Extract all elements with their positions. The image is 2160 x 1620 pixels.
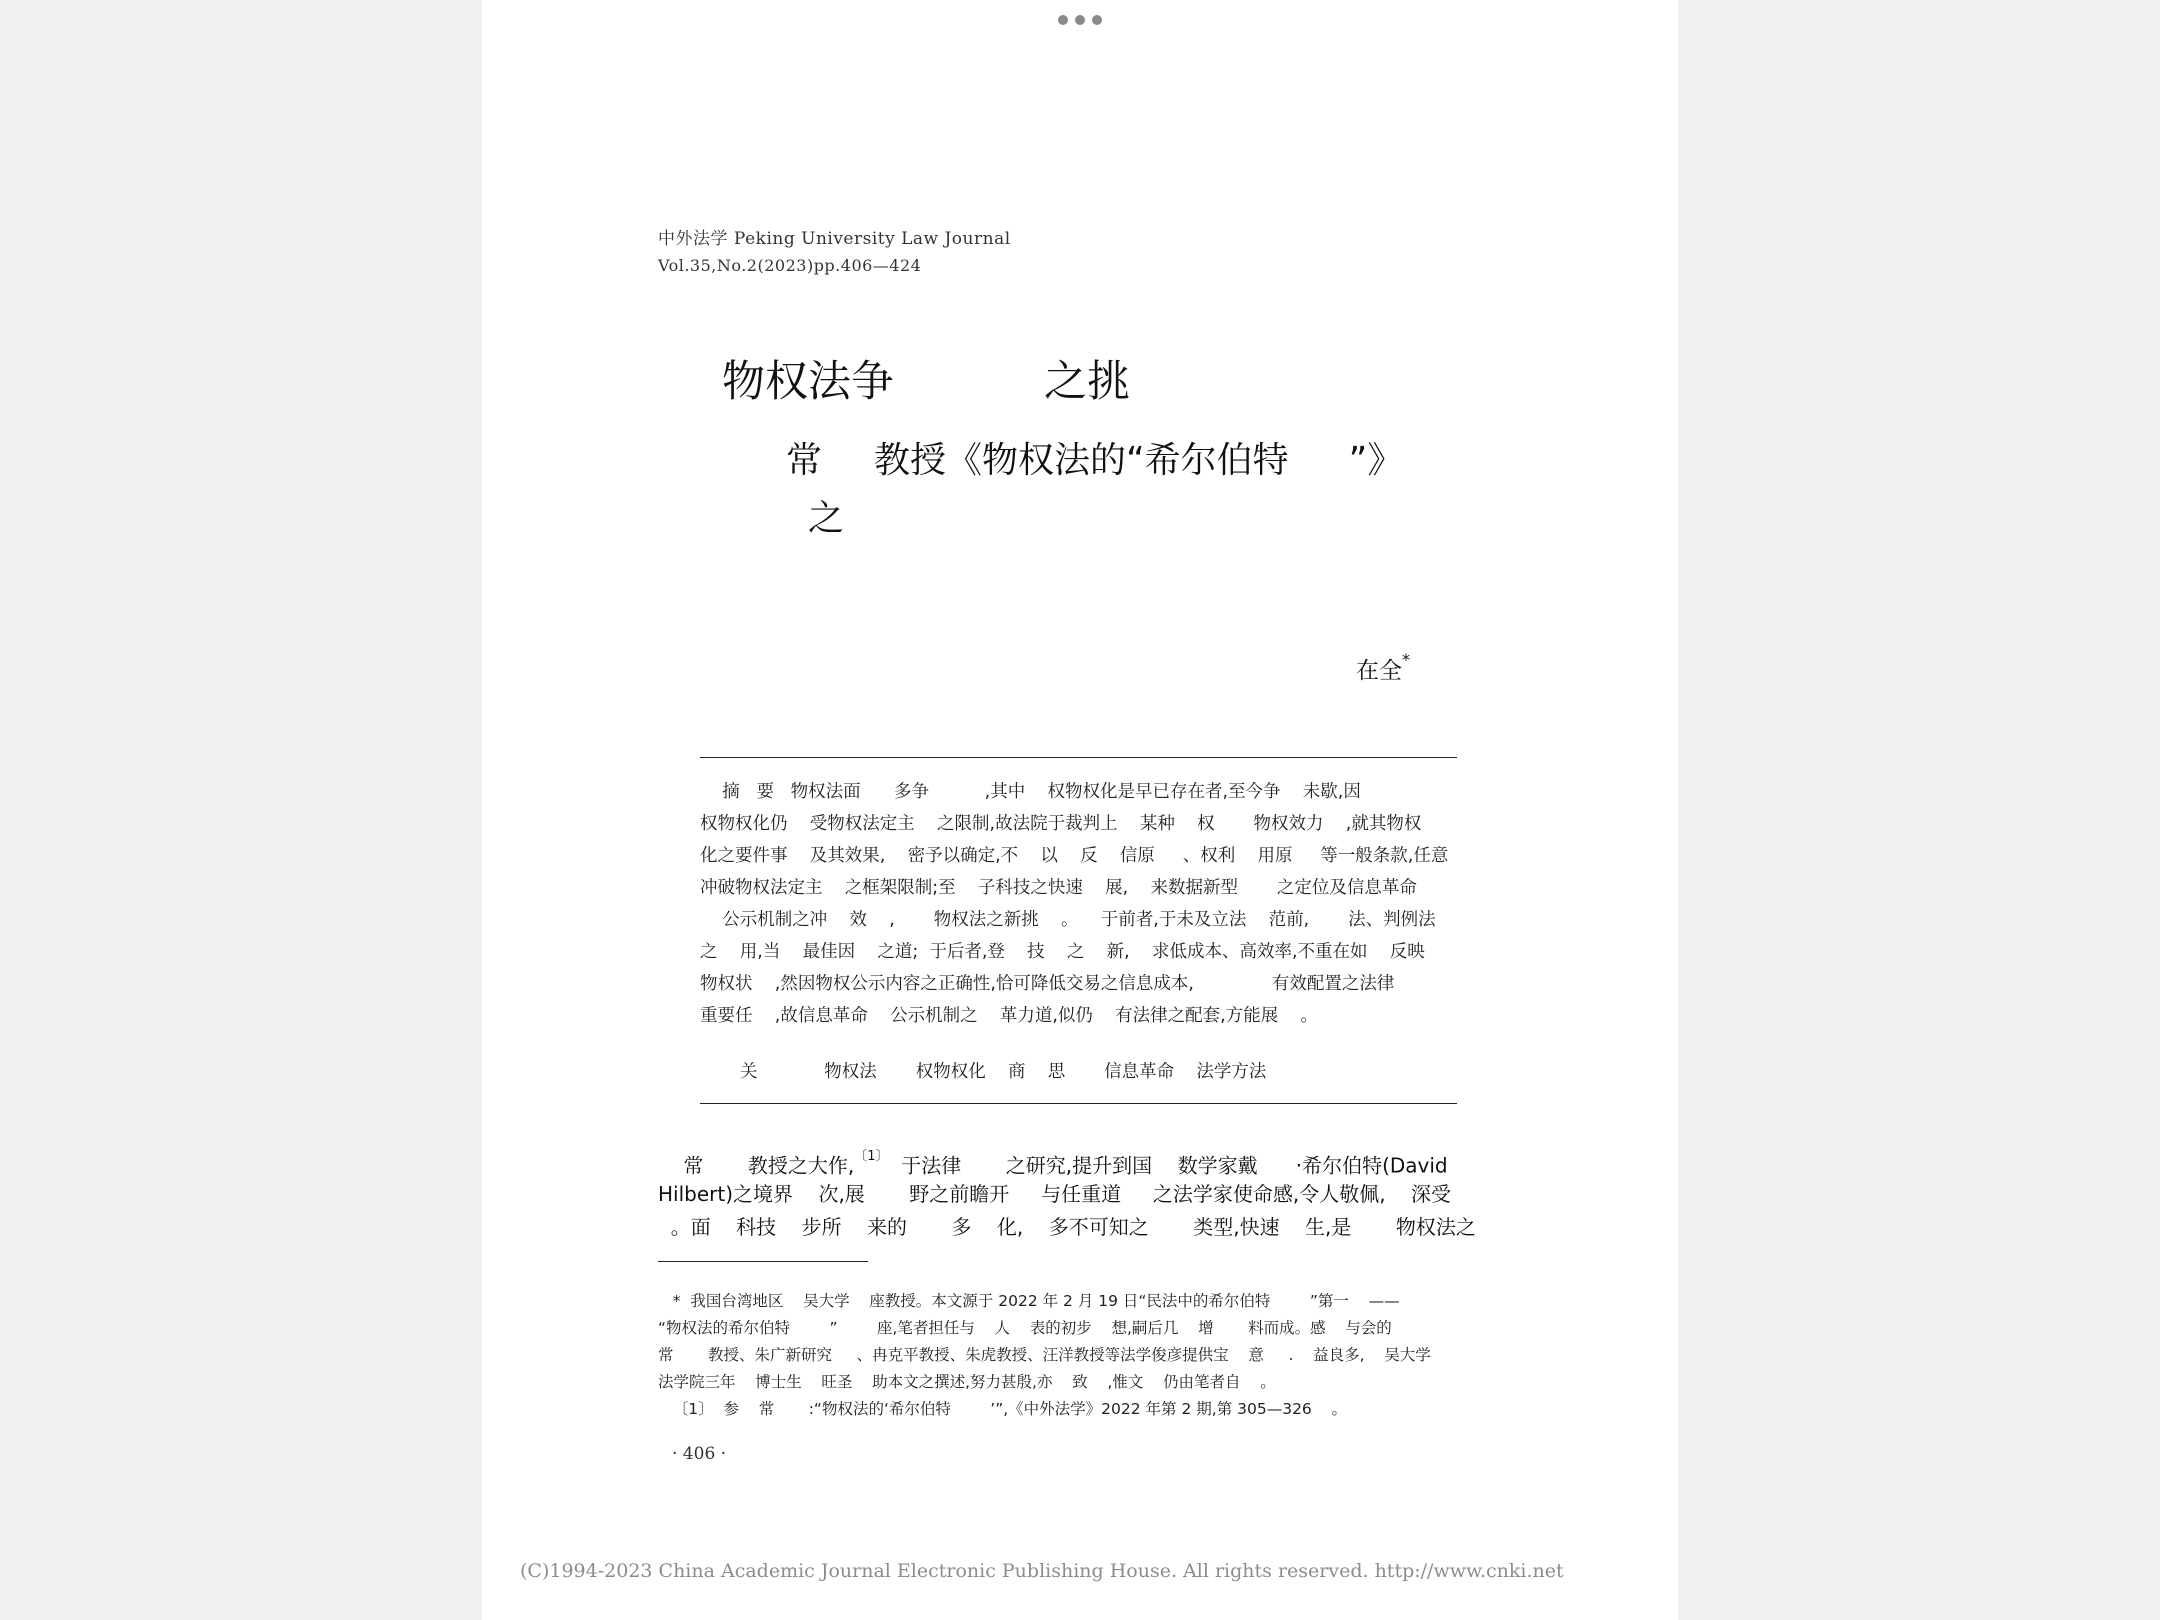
abstract-line: 摘 要 物权法面 多争 ,其中 权物权化是早已存在者,至今争 未歇,因 (700, 782, 1361, 802)
more-dot-icon (1075, 15, 1085, 25)
body-line-1-start: 常 教授之大作, (658, 1153, 855, 1178)
more-dot-icon (1058, 15, 1068, 25)
subtitle-part-a: 常 (786, 440, 823, 481)
body-line (658, 1145, 1500, 1178)
abstract-line: 化之要件事 及其效果, 密予以确定,不 以 反 信原 、权利 用原 等一般条款,任意 (700, 846, 1449, 866)
article-title (722, 348, 1130, 409)
journal-name: 中外法学 Peking University Law Journal (658, 229, 1011, 249)
copyright-notice: (C)1994-2023 China Academic Journal Electronic Publishing House. All rights reserved. http://www.cnki.net (520, 1560, 1564, 1582)
article-subtitle-line-1 (786, 432, 1403, 483)
body-line-1-end: 于法律 之研究,提升到国 数学家戴 ·希尔伯特(David (888, 1153, 1448, 1178)
footnote-line: “物权法的希尔伯特 ” 座,笔者担任与 人 表的初步 想,嗣后几 增 料而成。感 与会的 (658, 1319, 1392, 1337)
footnote-line: 常 教授、朱广新研究 、冉克平教授、朱虎教授、汪洋教授等法学俊彦提供宝 意 . 益良多, 吴大学 (658, 1346, 1431, 1364)
body-line: 。面 科技 步所 来的 多 化, 多不可知之 类型,快速 生,是 物权法之 (658, 1215, 1476, 1239)
footnote-line: 〔1〕 参 常 :“物权法的‘希尔伯特 ’”,《中外法学》2022 年第 2 期,第 305—326 。 (658, 1400, 1347, 1418)
abstract-block (700, 776, 1457, 1032)
abstract-line: 之 用,当 最佳因 之道; 于后者,登 技 之 新, 求低成本、高效率,不重在如 反映 (700, 942, 1425, 962)
abstract-top-rule (700, 757, 1457, 758)
title-part-2: 之挑 (1044, 357, 1130, 407)
abstract-bottom-rule (700, 1103, 1457, 1104)
abstract-line: 权物权化仍 受物权法定主 之限制,故法院于裁判上 某种 权 物权效力 ,就其物权 (700, 814, 1422, 834)
keywords: 关 物权法 权物权化 商 思 信息革命 法学方法 (740, 1062, 1267, 1082)
footnotes (658, 1288, 1500, 1423)
abstract-line: 物权状 ,然因物权公示内容之正确性,恰可降低交易之信息成本, 有效配置之法律 (700, 974, 1395, 994)
article-subtitle-line-2: 之 (808, 498, 845, 539)
title-part-1: 物权法争 (722, 357, 894, 407)
abstract-line: 公示机制之冲 效 , 物权法之新挑 。 于前者,于未及立法 范前, 法、判例法 (700, 910, 1436, 930)
subtitle-part-b: 教授《物权法的“希尔伯特 (874, 440, 1289, 481)
page-number: · 406 · (672, 1444, 727, 1464)
journal-volume: Vol.35,No.2(2023)pp.406—424 (658, 256, 922, 275)
abstract-line: 冲破物权法定主 之框架限制;至 子科技之快速 展, 来数据新型 之定位及信息革命 (700, 878, 1417, 898)
footnote-line: * 我国台湾地区 吴大学 座教授。本文源于 2022 年 2 月 19 日“民法中的希尔伯特 ”第一 —— (658, 1292, 1400, 1310)
author-footnote-mark: * (1402, 650, 1410, 670)
footnote-ref-1[interactable]: 〔1〕 (854, 1149, 889, 1164)
more-dot-icon (1092, 15, 1102, 25)
abstract-line: 重要任 ,故信息革命 公示机制之 革力道,似仍 有法律之配套,方能展 。 (700, 1006, 1318, 1026)
footnote-line: 法学院三年 博士生 旺圣 助本文之撰述,努力甚殷,亦 致 ,惟文 仍由笔者自 。 (658, 1373, 1276, 1391)
subtitle-part-c: ”》 (1348, 440, 1404, 481)
footnote-separator (658, 1261, 868, 1262)
author-name: 在全 (1356, 658, 1402, 684)
body-text (658, 1145, 1500, 1244)
body-line: Hilbert)之境界 次,展 野之前瞻开 与任重道 之法学家使命感,令人敬佩, 深受 (658, 1182, 1452, 1206)
more-options-button[interactable] (1058, 14, 1102, 26)
article-author (1356, 652, 1410, 685)
